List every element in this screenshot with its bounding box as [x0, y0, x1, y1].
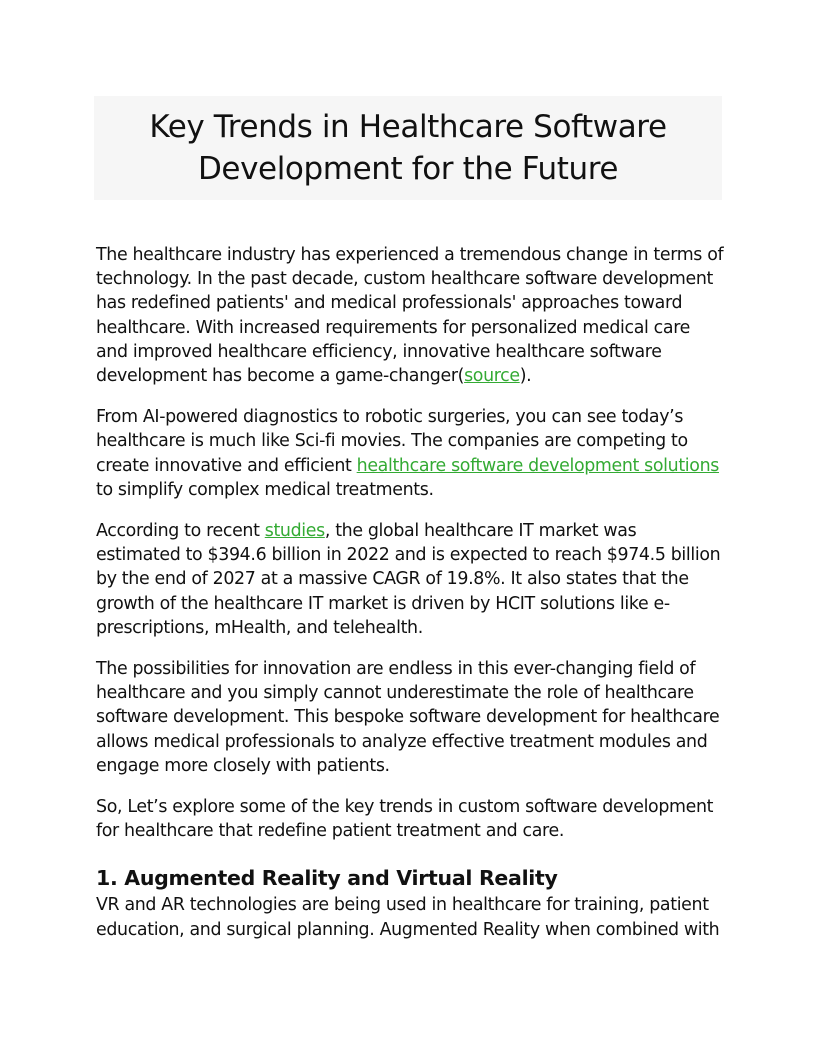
article-body	[96, 243, 724, 959]
paragraph-market-stats-text: According to recent	[96, 521, 265, 542]
paragraph-explore: So, Let’s explore some of the key trends in custom software development for healthcare that redefine patient treatment and care.	[96, 797, 714, 842]
paragraph-ai-diagnostics	[96, 405, 724, 502]
studies-link[interactable]: studies	[264, 521, 325, 542]
paragraph-intro-tail: ).	[519, 366, 532, 387]
paragraph-intro	[96, 243, 724, 388]
paragraph-ar-vr: VR and AR technologies are being used in healthcare for training, patient education, and surgical planning. Augmented Reality when combined with	[96, 895, 720, 940]
solutions-link[interactable]: healthcare software development solutions	[356, 455, 719, 476]
paragraph-intro-text: The healthcare industry has experienced a tremendous change in terms of technology. In the past decade, custom healthcare software development has redefined patients' and medical professionals' approaches toward healthcare. With increased requirements for personalized medical care and improved healthcare efficiency, innovative healthcare software development has become a game-changer(	[96, 245, 724, 387]
paragraph-market-stats-tail: , the global healthcare IT market was estimated to $394.6 billion in 2022 and is expected to reach $974.5 billion by the end of 2027 at a massive CAGR of 19.8%. It also states that the growth of the healthcare IT market is driven by HCIT solutions like e-prescriptions, mHealth, and telehealth.	[96, 521, 721, 638]
source-link[interactable]: source	[464, 366, 520, 387]
paragraph-innovation: The possibilities for innovation are endless in this ever-changing field of healthcare and you simply cannot underestimate the role of healthcare software development. This bespoke software development for healthcare allows medical professionals to analyze effective treatment modules and engage more closely with patients.	[96, 659, 720, 776]
page-title: Key Trends in Healthcare Software Development for the Future	[149, 109, 667, 187]
paragraph-market-stats	[96, 519, 724, 640]
section-heading-ar-vr: 1. Augmented Reality and Virtual Reality	[96, 866, 558, 891]
title-banner	[94, 96, 722, 200]
paragraph-ai-diagnostics-tail: to simplify complex medical treatments.	[96, 479, 434, 500]
paragraph-ai-diagnostics-text: From AI-powered diagnostics to robotic surgeries, you can see today’s healthcare is much like Sci-fi movies. The companies are competing to create innovative and efficient	[96, 407, 688, 476]
